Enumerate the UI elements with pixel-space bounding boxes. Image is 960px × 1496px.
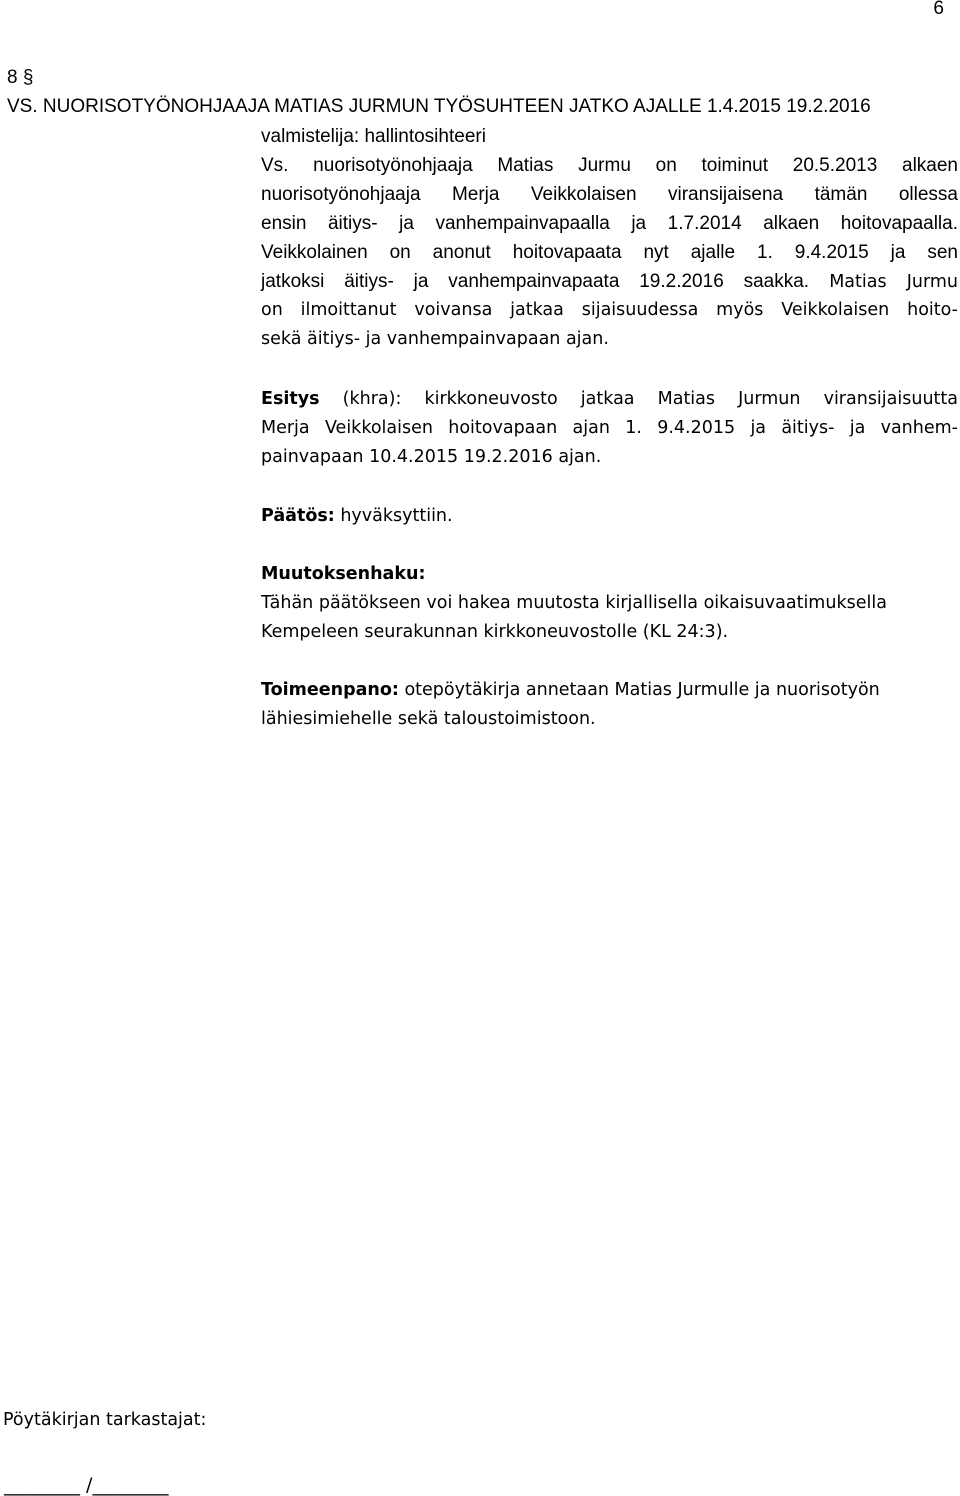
intro-line [261, 267, 958, 296]
signature-label: Pöytäkirjan tarkastajat: [3, 1410, 207, 1430]
proposal-text: (khra): kirkkoneuvosto jatkaa Matias Jurmun viransijaisuutta [319, 389, 958, 409]
execution-label: Toimeenpano: [261, 680, 399, 700]
appeal-line: Kempeleen seurakunnan kirkkoneuvostolle (KL 24:3). [261, 622, 729, 642]
intro-line: nuorisotyönohjaaja Merja Veikkolaisen viransijaisena tämän ollessa [261, 184, 958, 205]
intro-line: on ilmoittanut voivansa jatkaa sijaisuudessa myös Veikkolaisen hoito- [261, 300, 958, 320]
section-title: VS. NUORISOTYÖNOHJAAJA MATIAS JURMUN TYÖSUHTEEN JATKO AJALLE 1.4.2015 19.2.2016 [7, 96, 871, 117]
appeal-label: Muutoksenhaku: [261, 564, 426, 584]
decision-text: hyväksyttiin. [334, 506, 453, 526]
proposal-label: Esitys [261, 389, 320, 409]
signature-line: ________ /________ [4, 1474, 169, 1496]
intro-line: sekä äitiys- ja vanhempainvapaan ajan. [261, 329, 609, 349]
preparer-line [261, 122, 958, 151]
intro-line: ensin äitiys- ja vanhempainvapaalla ja 1.7.2014 alkaen hoitovapaalla. [261, 213, 958, 234]
execution-paragraph [261, 676, 958, 734]
execution-line: lähiesimiehelle sekä taloustoimistoon. [261, 709, 596, 729]
execution-line [261, 676, 958, 705]
intro-text-arial: jatkoksi äitiys- ja vanhempainvapaata 19.2.2016 saakka. [261, 271, 810, 292]
proposal-paragraph [261, 385, 958, 472]
page-number: 6 [933, 0, 944, 19]
intro-paragraph [261, 151, 958, 354]
decision-label: Päätös: [261, 506, 335, 526]
intro-text-body: Matias Jurmu [809, 272, 958, 292]
appeal-paragraph [261, 560, 958, 647]
section-number: 8 § [7, 67, 34, 88]
appeal-line: Tähän päätökseen voi hakea muutosta kirjallisella oikaisuvaatimuksella [261, 593, 887, 613]
preparer-text: valmistelija: hallintosihteeri [261, 126, 486, 147]
decision-paragraph [261, 502, 958, 531]
decision-line [261, 502, 958, 531]
proposal-line [261, 385, 958, 414]
proposal-line: painvapaan 10.4.2015 19.2.2016 ajan. [261, 447, 602, 467]
intro-line: Vs. nuorisotyönohjaaja Matias Jurmu on toiminut 20.5.2013 alkaen [261, 155, 958, 176]
intro-line: Veikkolainen on anonut hoitovapaata nyt ajalle 1. 9.4.2015 ja sen [261, 242, 958, 263]
execution-text: otepöytäkirja annetaan Matias Jurmulle ja nuorisotyön [398, 680, 880, 700]
proposal-line: Merja Veikkolaisen hoitovapaan ajan 1. 9.4.2015 ja äitiys- ja vanhem- [261, 418, 958, 438]
